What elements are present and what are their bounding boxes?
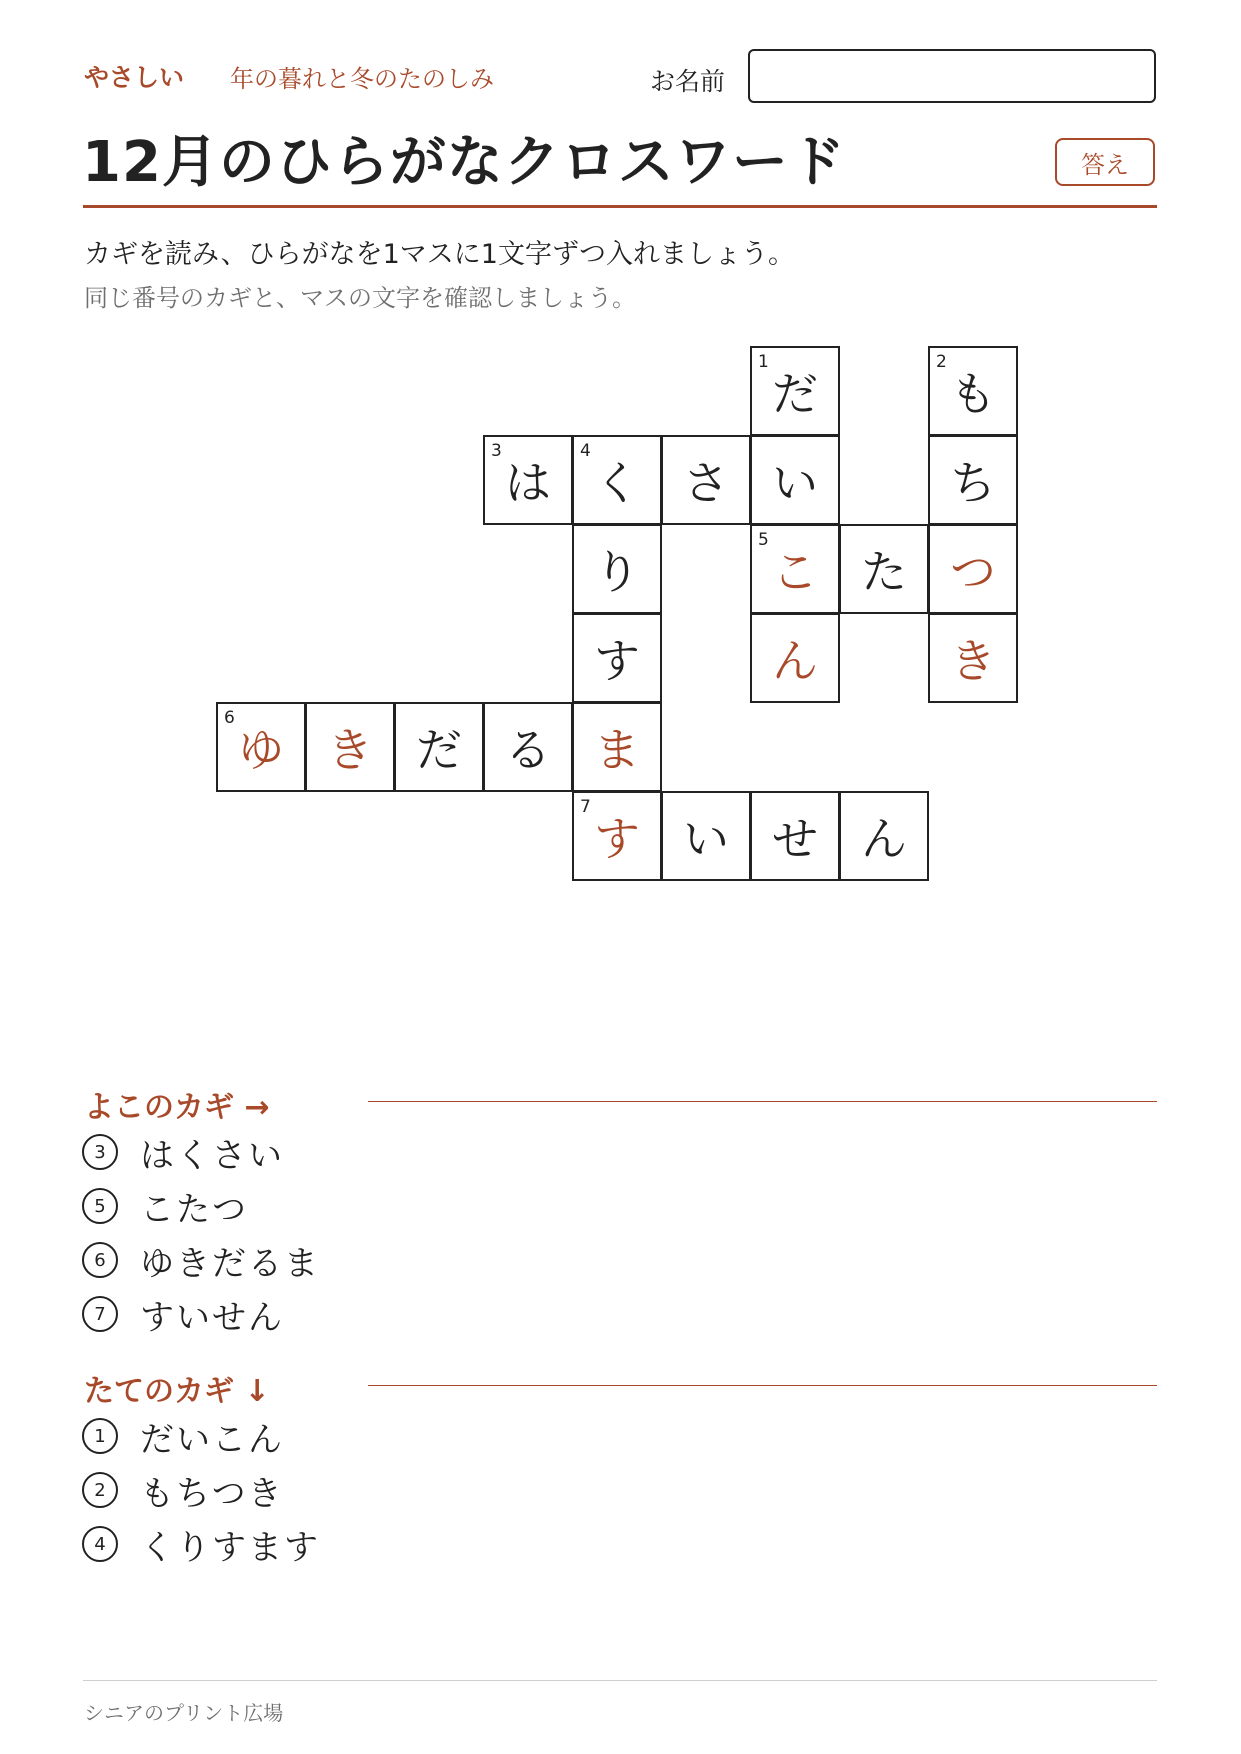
cell-letter: す [594,634,640,688]
grid-cell[interactable] [750,435,840,525]
answer-button[interactable]: 答え [1055,138,1155,186]
down-clue-item [82,1409,320,1463]
cell-letter: い [683,812,729,866]
grid-cell[interactable] [572,613,662,703]
clue-number: 1 [758,352,769,372]
across-clue-item [82,1125,320,1179]
cell-letter: す [594,812,640,866]
difficulty-label: やさしい [84,63,185,92]
clue-number-badge: 3 [82,1134,118,1170]
clue-number: 4 [580,441,591,461]
clue-text: はくさい [140,1135,284,1176]
down-clue-item [82,1517,320,1571]
grid-cell[interactable] [928,524,1018,614]
clue-number-badge: 1 [82,1418,118,1454]
cell-letter: ゆ [238,723,284,777]
cell-letter: り [594,545,640,599]
cell-letter: も [950,367,996,421]
footer-divider [83,1680,1157,1681]
grid-cell[interactable] [661,435,751,525]
grid-cell[interactable] [394,702,484,792]
grid-cell[interactable] [572,702,662,792]
grid-cell[interactable] [928,435,1018,525]
cell-letter: る [505,723,551,777]
clue-number: 2 [936,352,947,372]
cell-letter: せ [772,812,818,866]
clue-text: くりすます [140,1527,320,1568]
instruction-sub: 同じ番号のカギと、マスの文字を確認しましょう。 [84,284,636,312]
clue-number-badge: 5 [82,1188,118,1224]
clue-number-badge: 2 [82,1472,118,1508]
page-title: 12月のひらがなクロスワード [82,130,846,195]
clue-number-badge: 6 [82,1242,118,1278]
clue-number: 6 [224,708,235,728]
clue-text: こたつ [140,1189,248,1230]
clue-number: 3 [491,441,502,461]
down-heading: たてのカギ ↓ [84,1374,270,1409]
grid-cell[interactable] [839,791,929,881]
clue-text: もちつき [140,1473,284,1514]
grid-cell[interactable] [928,346,1018,436]
name-label: お名前 [650,67,726,96]
clue-text: すいせん [140,1297,284,1338]
cell-letter: い [772,456,818,510]
grid-cell[interactable] [750,346,840,436]
down-divider [368,1385,1157,1386]
grid-cell[interactable] [483,435,573,525]
across-clue-item [82,1287,320,1341]
grid-cell[interactable] [572,524,662,614]
grid-cell[interactable] [750,613,840,703]
cell-letter: く [594,456,640,510]
cell-letter: さ [683,456,729,510]
clue-number-badge: 7 [82,1296,118,1332]
cell-letter: だ [416,723,462,777]
clue-text: だいこん [140,1419,284,1460]
across-clue-item [82,1179,320,1233]
theme-label: 年の暮れと冬のたのしみ [230,65,494,93]
clue-text: ゆきだるま [140,1243,320,1284]
cell-letter: だ [772,367,818,421]
cell-letter: き [950,634,996,688]
grid-cell[interactable] [483,702,573,792]
down-clue-item [82,1463,320,1517]
cell-letter: き [327,723,373,777]
cell-letter: ま [594,723,640,777]
footer-site-name: シニアのプリント広場 [84,1701,284,1725]
clue-number: 5 [758,530,769,550]
grid-cell[interactable] [661,791,751,881]
grid-cell[interactable] [750,791,840,881]
cell-letter: は [505,456,551,510]
grid-cell[interactable] [572,435,662,525]
cell-letter: ん [772,634,818,688]
clue-number: 7 [580,797,591,817]
across-clue-list [82,1125,320,1341]
grid-cell[interactable] [928,613,1018,703]
across-clue-item [82,1233,320,1287]
cell-letter: ち [950,456,996,510]
grid-cell[interactable] [839,524,929,614]
across-heading: よこのカギ → [84,1090,270,1125]
clue-number-badge: 4 [82,1526,118,1562]
grid-cell[interactable] [216,702,306,792]
grid-cell[interactable] [572,791,662,881]
grid-cell[interactable] [305,702,395,792]
grid-cell[interactable] [750,524,840,614]
cell-letter: ん [861,812,907,866]
cell-letter: つ [950,545,996,599]
across-divider [368,1101,1157,1102]
cell-letter: た [861,545,907,599]
cell-letter: こ [772,545,818,599]
instruction-main: カギを読み、ひらがなを1マスに1文字ずつ入れましょう。 [84,239,795,270]
down-clue-list [82,1409,320,1571]
